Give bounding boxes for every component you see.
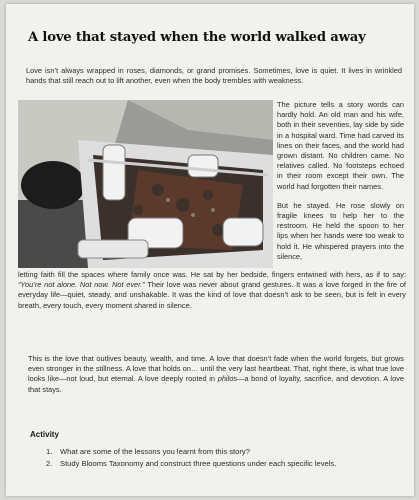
- list-item-number: 1.: [46, 447, 53, 456]
- list-item: [46, 446, 396, 458]
- quote-text: “You’re not alone. Not now. Not ever.”: [18, 280, 145, 290]
- closing-text-a: This is the love that outlives beauty, wealth, and time. A love that doesn’t fade when the world forgets, but grows even stronger in the stillness. A love that holds on… until the very last heartbeat. That, right there, is what true love looks like—not loud, but eternal. A love deeply rooted in: [28, 354, 404, 384]
- list-item: [46, 458, 396, 470]
- story-paragraph-1: The picture tells a story words can hardly hold. An old man and his wife, both in their seventies, lay side by side in a hospital ward. Time had carved its lines on their faces, and the world had grown distant. No children came. No relatives called. No footsteps echoed in their room except their own. The world had forgotten their names.: [277, 100, 404, 191]
- list-item-text: Study Blooms Taxonomy and construct three questions under each specific levels.: [60, 458, 337, 468]
- list-item-text: What are some of the lessons you learnt from this story?: [60, 447, 250, 456]
- hospital-photo: [18, 100, 273, 268]
- page-title: A love that stayed when the world walked away: [28, 30, 366, 45]
- continued-text-a: letting faith fill the spaces where family once was. He sat by her bedside, fingers entwined with hers, as if to say:: [18, 270, 406, 279]
- closing-paragraph: [28, 354, 404, 395]
- document-page: [6, 4, 414, 496]
- story-paragraph-2: But he stayed. He rose slowly on fragile knees to help her to the restroom. He held the spoon to her lips when her hands were too weak to hold it. He whispered prayers into the silence,: [277, 200, 404, 261]
- hospital-beds-illustration: [18, 100, 273, 268]
- activity-list: [46, 446, 396, 469]
- intro-paragraph: Love isn’t always wrapped in roses, diamonds, or grand promises. Sometimes, love is quiet. It lives in wrinkled hands that still reach out to lift another, even when the body trembles with weakness.: [26, 66, 402, 86]
- philos-word: philos: [217, 374, 238, 384]
- right-column: [277, 100, 404, 262]
- activity-heading: Activity: [30, 430, 59, 439]
- continued-text-b: Their love was never about grand gestures. It was a love forged in the fire of everyday life—quiet, steady, and unshakable. It was the kind of love that doesn’t ask to be seen, but is felt in every breath, every touch, every moment shared in silence.: [18, 280, 406, 310]
- closing-text-b: —a bond of loyalty, sacrifice, and devotion. A love that stays.: [28, 374, 404, 394]
- story-paragraph-continued: [18, 270, 406, 311]
- list-item-number: 2.: [46, 458, 53, 468]
